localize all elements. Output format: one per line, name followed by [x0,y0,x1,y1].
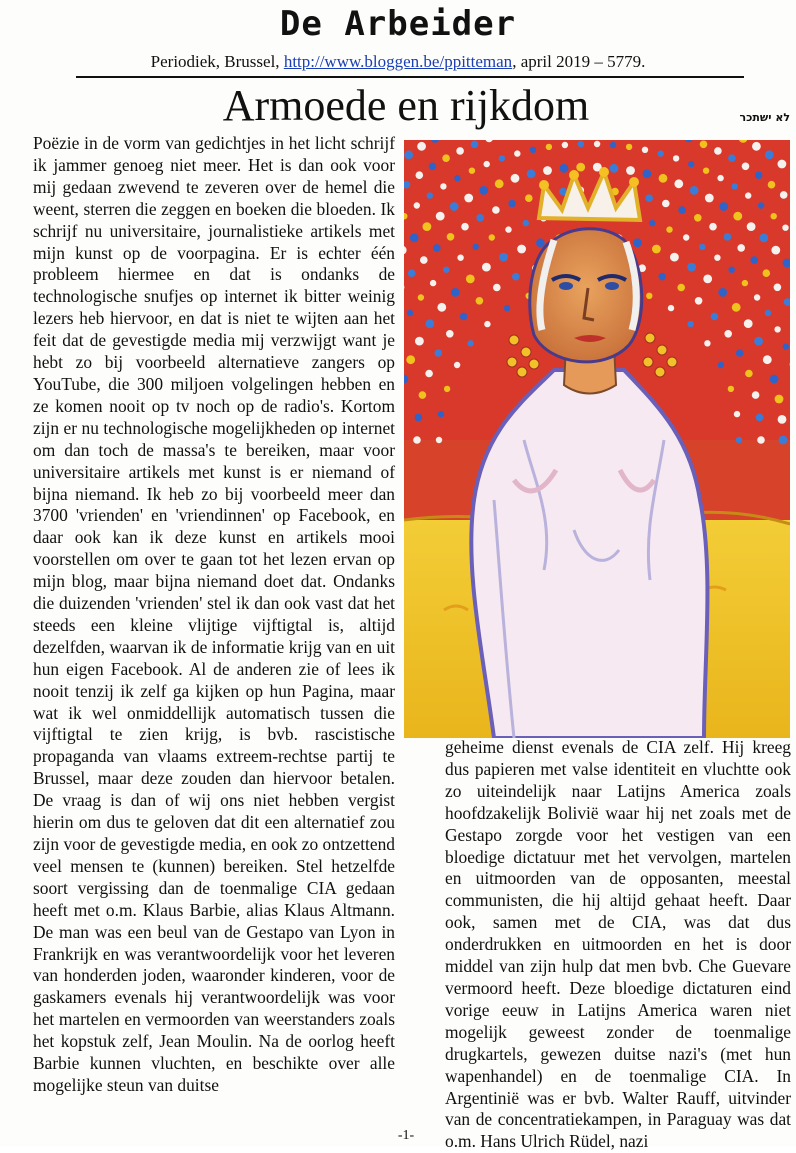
painted-dot [444,386,450,392]
painted-dot [435,349,443,357]
painted-dot [418,294,424,300]
painted-dot [658,150,664,156]
painted-dot [658,273,666,281]
painted-dot [775,395,784,404]
painted-dot [419,391,427,399]
painted-dot [479,186,488,195]
painted-dot [662,200,670,208]
painted-dot [724,233,732,241]
painted-dot [536,238,545,247]
masthead-date: , april 2019 – 5779. [512,52,645,71]
painted-dot [729,267,735,273]
painted-dot [446,330,454,338]
painted-dot [778,415,787,424]
painted-dot [511,174,520,183]
painted-dot [779,436,788,445]
painted-dot [709,223,717,231]
painted-dot [425,370,433,378]
painted-dot [482,263,491,272]
painted-dot [744,319,753,328]
painted-dot [747,222,756,231]
painted-dot [415,337,424,346]
painted-dot [728,386,734,392]
painted-dot [774,284,782,292]
painted-dot [673,155,679,161]
painted-dot [461,223,469,231]
painted-dot [745,192,751,198]
painting-illustration [404,140,790,738]
painted-dot [752,142,761,151]
article-column-left [33,133,395,1097]
painted-dot [642,147,648,153]
blog-link[interactable]: http://www.bloggen.be/ppitteman [284,52,512,71]
painted-dot [406,355,415,364]
painted-dot [732,303,741,312]
painted-dot [705,194,714,203]
painted-dot [466,275,475,284]
painted-dot [780,191,788,199]
painted-dot [517,245,526,254]
painted-dot [423,222,432,231]
painted-dot [736,349,744,357]
painted-dot [745,370,753,378]
painted-dot [724,330,732,338]
painted-dot [765,150,774,159]
painted-dot [699,244,705,250]
painted-dot [714,147,722,155]
painted-dot [495,179,504,188]
painted-dot [512,273,520,281]
painted-dot [687,263,696,272]
painted-dot [484,321,490,327]
painted-dot [677,284,685,292]
masthead-subline [0,52,796,72]
painted-dot [460,313,468,321]
painted-dot [562,142,568,148]
painted-dot [756,414,764,422]
painted-dot [763,269,771,277]
painted-dot [454,175,460,181]
painted-dot [425,319,434,328]
painted-dot [484,161,490,167]
crowned-figure-painting [404,140,790,738]
painted-dot [560,164,569,173]
painted-dot [717,175,723,181]
painted-dot [714,255,720,261]
painted-dot [414,202,420,208]
painted-dot [420,256,428,264]
painted-dot [492,206,500,214]
painted-dot [758,202,764,208]
painted-dot [476,214,484,222]
painted-dot [464,194,473,203]
painted-dot [427,192,433,198]
painted-dot [719,202,728,211]
painted-dot [415,414,423,422]
painted-dot [523,220,529,226]
painted-dot [731,183,737,189]
painted-dot [476,297,484,305]
painted-dot [456,147,464,155]
article-body-right: geheime dienst evenals de CIA zelf. Hij kreeg dus papieren met valse identiteit en vluchtte ook zo uiteindelijk naar Latijns America zoals hoofdzakelijk Bolivië waar hij net zoals met de Gestapo zorgde voor het vestigen van een bloedige dictatuur met het vervolgen, martelen en uitmoorden van de opposanten, meestal communisten, die hij altijd gehaat heeft. Daar ook, samen met de CIA, was dat dus onderdrukken en uitmoorden en het is door middel van zijn hulp dat men bvb. Che Guevare vermoord heeft. Deze bloedige dictaturen eind vorige eeuw in Latijns America waren niet mogelijk geweest zonder de toenmalige drugkartels, gewezen duitse nazi's (met hun wapenhandel) en de toenmalige CIA. In Argentinië was er bvb. Walter Rauff, uitvinder van de concentratiekampen, in Paraguay was dat o.m. Hans Ulrich Rüdel, nazi [445,737,791,1153]
painted-dot [728,154,736,162]
painted-dot [683,234,689,240]
painted-dot [436,212,445,221]
painted-dot [783,343,789,349]
painted-dot [626,166,635,175]
painted-dot [643,169,652,178]
painted-dot [771,246,780,255]
painted-dot [765,310,771,316]
painted-dot [594,141,600,147]
painted-dot [489,234,495,240]
painted-dot [754,294,760,300]
painted-dot [610,142,616,148]
painted-dot [610,164,619,173]
masthead-rule [76,76,744,78]
painted-dot [645,194,653,202]
painted-dot [782,225,788,231]
painted-dot [443,267,449,273]
painted-dot [546,144,552,150]
masthead-place: Periodiek, Brussel, [151,52,284,71]
painted-dot [718,362,724,368]
painted-dot [471,141,479,149]
painted-dot [416,171,424,179]
painted-dot [700,141,708,149]
painted-dot [768,181,776,189]
painted-dot [438,411,444,417]
painted-dot [668,305,674,311]
painted-dot [633,238,642,247]
painted-dot [690,186,699,195]
painted-dot [734,411,740,417]
painted-dot [437,303,446,312]
painted-dot [457,255,463,261]
painted-dot [499,253,508,262]
painted-dot [742,163,750,171]
painted-dot [508,200,516,208]
painted-dot [737,244,745,252]
painted-dot [450,202,459,211]
painted-dot [469,168,475,174]
article-title: Armoede en rijkdom [0,80,796,131]
painted-dot [436,437,442,443]
painted-dot [711,313,719,321]
painted-dot [666,226,672,232]
painted-dot [408,269,416,277]
painted-dot [659,174,668,183]
painted-dot [670,253,679,262]
page-number: -1- [0,1128,796,1144]
painted-dot [413,436,421,444]
painted-dot [771,213,777,219]
painted-dot [778,160,787,169]
painted-dot [493,284,501,292]
painted-dot [703,168,709,174]
painted-dot [750,256,758,264]
painted-dot [467,340,473,346]
painted-dot [504,305,510,311]
painted-dot [695,297,703,305]
painted-dot [430,280,436,286]
painted-dot [576,163,585,172]
painted-dot [410,234,419,243]
painted-dot [505,226,511,232]
painted-dot [674,179,683,188]
painted-dot [447,233,455,241]
painted-dot [473,244,479,250]
painted-dot [757,436,765,444]
painted-dot [527,169,536,178]
painted-dot [525,194,533,202]
article-column-right [445,737,791,1153]
painted-dot [578,141,584,147]
painted-dot [736,437,742,443]
painted-dot [704,340,710,346]
painted-dot [442,154,450,162]
painted-dot [407,310,413,316]
painted-dot [688,161,694,167]
painted-dot [454,362,460,368]
painted-dot [499,155,505,161]
painted-dot [755,171,763,179]
hebrew-tag: לא ישתכר [700,111,790,124]
masthead-title: De Arbeider [0,4,796,44]
article-body-left: Poëzie in de vorm van gedichtjes in het licht schrijf ik jammer genoeg niet meer. Het is dan ook voor mij gedaan zwevend te zeveren over de hemel die weent, sterren die zeggen en boeken die bloeden. Ik schrijf nu universitaire, journalistieke artikels met mijn kunst op de voorpagina. Er is echter één probleem hiermee en dat is ondanks de technologische snufjes op internet ik bitter weinig lezers heb hiervoor, en dat is niet te wijten aan het feit dat de gevestigde media mij verzwijgt want je hebt zo bij voorbeeld alternatieve zangers op YouTube, die 300 miljoen volgelingen hebben en ze komen nooit op tv noch op de radio's. Kortom zijn er nu technologische mogelijkheden op internet om dan toch de massa's te bereiken, maar voor universitaire artikels met kunst is er niemand of bijna niemand. Ik heb zo bij voorbeeld meer dan 3700 'vrienden' en 'vriendinnen' op Facebook, en daar ook kan ik deze kunst en artikels mooi voorstellen om over te gaan tot het lezen ervan op mijn blog, maar bijna niemand doet dat. Ondanks die duizenden 'vrienden' stel ik dan ook vast dat het steeds een kleine vlijtige vijftigtal is, altijd dezelfden, waarvan ik de informatie krijg van en uit hun eigen Facebook. Al de anderen zie of lees ik nooit tenzij ik zelf ga kijken op hun Pagina, maar wat ik wel onmiddellijk automatisch tussen die vijftigtal te zien krijg, is bvb. rascistische propaganda van vlaams extreem-rechtse partij te Brussel, maar deze zouden dan hiervoor betalen. De vraag is dan of wij ons niet hebben vergist hierin om dus te geloven dat dit een alternatief zou zijn voor de gevestigde media, en ook zo ontzettend veel mensen te (kunnen) bereiken. Stel hetzelfde soort vergissing dan de toenmalige CIA gedaan heeft met o.m. Klaus Barbie, alias Klaus Altmann. De man was een beul van de Gestapo van Lyon in Frankrijk en was verantwoordelijk voor het leveren van honderden joden, waaronder kinderen, voor de gaskamers evenals hij verantwoordelijk was voor het martelen en vermoorden van weerstanders zoals het kopstuk zelf, Jean Moulin. Na de oorlog heeft Barbie kunnen vluchten, en beschikte over alle mogelijke steun van duitse [33,133,395,1097]
painted-dot [433,244,441,252]
painted-dot [759,234,768,243]
painted-dot [733,212,742,221]
painted-dot [742,280,748,286]
painted-dot [774,326,780,332]
painted-dot [770,375,779,384]
painted-dot [763,355,772,364]
painted-dot [649,220,655,226]
painted-dot [530,147,536,153]
painted-dot [687,321,693,327]
painted-dot [404,150,413,159]
painted-dot [703,275,712,284]
painted-dot [440,183,446,189]
painted-dot [754,337,763,346]
painted-dot [543,166,552,175]
painted-dot [626,144,632,150]
painted-dot [429,163,437,171]
painted-dot [417,142,426,151]
painted-dot [514,150,520,156]
painted-dot [718,288,727,297]
painted-dot [678,206,686,214]
painted-dot [646,293,652,299]
painted-dot [752,391,760,399]
painted-dot [652,245,661,254]
painted-dot [451,288,460,297]
painted-dot [694,214,702,222]
